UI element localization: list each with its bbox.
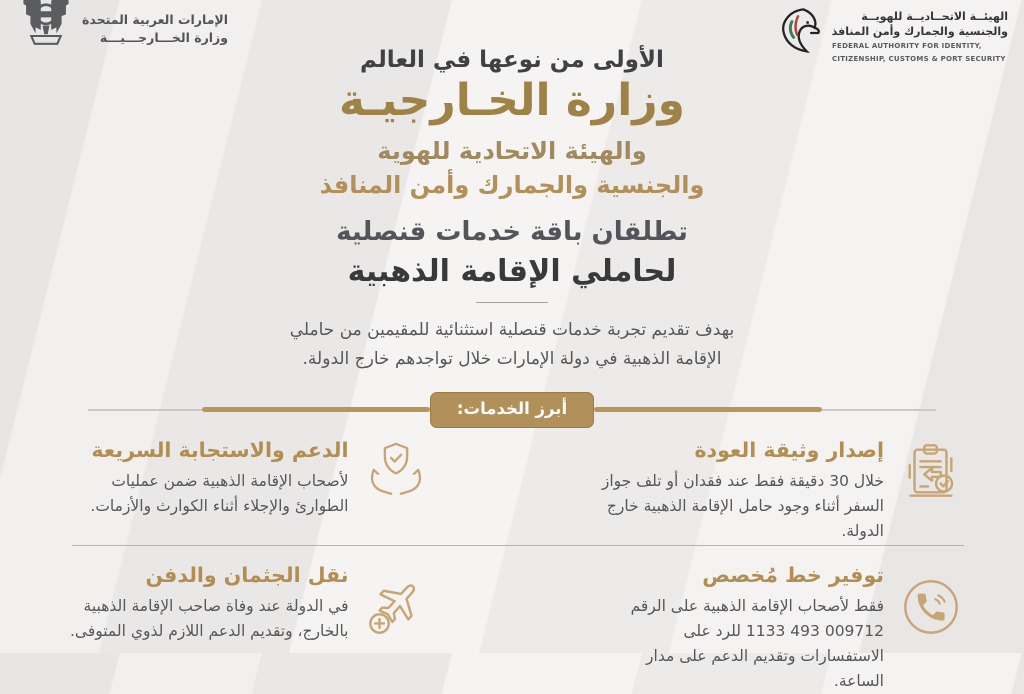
plane-medical-icon	[365, 576, 427, 638]
icp-english-line2: CITIZENSHIP, CUSTOMS & PORT SECURITY	[832, 54, 1006, 63]
hero-launch-line: تطلقان باقة خدمات قنصلية	[336, 217, 688, 247]
service-return-document-text	[598, 437, 885, 544]
services-row-2	[62, 562, 962, 694]
service-remains-transfer-text	[62, 562, 349, 644]
service-remains-transfer-iconbox	[365, 576, 427, 642]
service-dedicated-line	[598, 562, 963, 694]
page-title: وزارة الخـارجيـة	[339, 75, 685, 126]
band-thin-line-left	[88, 409, 202, 411]
service-body: لأصحاب الإقامة الذهبية ضمن عمليات الطوارئ والإجلاء أثناء الكوارث والأزمات.	[90, 472, 349, 515]
service-rapid-support-text	[62, 437, 349, 519]
service-body: في الدولة عند وفاة صاحب الإقامة الذهبية بالخارج، وتقديم الدعم اللازم لذوي المتوفى.	[69, 597, 349, 640]
services-header-badge: أبرز الخدمات:	[430, 392, 594, 428]
services-row-1	[62, 437, 962, 544]
service-title: إصدار وثيقة العودة	[694, 438, 884, 462]
mofa-ministry-name: وزارة الخـــارجـــيـــة	[99, 30, 229, 45]
mofa-country-name: الإمارات العربية المتحدة	[82, 12, 229, 27]
hero-section	[0, 46, 1024, 373]
service-title: نقل الجثمان والدفن	[145, 563, 349, 587]
hero-tagline: الأولى من نوعها في العالم	[360, 47, 664, 73]
icp-english-line1: FEDERAL AUTHORITY FOR IDENTITY,	[832, 42, 982, 50]
mofa-logo-text	[82, 11, 228, 47]
phone-icon	[900, 576, 962, 638]
band-gold-line-left	[202, 407, 430, 412]
hero-description: بهدف تقديم تجربة خدمات قنصلية استثنائية للمقيمين من حاملي الإقامة الذهبية في دولة الإمارات خلال تواجدهم خارج الدولة.	[289, 320, 735, 369]
clipboard-check-icon	[900, 439, 962, 501]
hero-underline-rule	[476, 302, 548, 303]
hero-audience-line: لحاملي الإقامة الذهبية	[347, 254, 677, 289]
service-dedicated-line-iconbox	[900, 576, 962, 642]
hands-shield-icon	[365, 439, 427, 501]
service-body: فقط لأصحاب الإقامة الذهبية على الرقم 009712 493 1133 للرد على الاستفسارات وتقديم الدعم على مدار الساعة.	[630, 597, 884, 690]
icp-arabic-line1: الهيئــة الاتحــاديــة للهويــة	[861, 10, 1008, 23]
service-return-document	[598, 437, 963, 544]
hero-subtitle-1: والهيئة الاتحادية للهوية	[377, 137, 647, 165]
band-gold-line-right	[594, 407, 822, 412]
service-rapid-support-iconbox	[365, 439, 427, 505]
service-rapid-support	[62, 437, 427, 544]
hero-subtitle-2: والجنسية والجمارك وأمن المنافذ	[319, 171, 705, 199]
service-return-document-iconbox	[900, 439, 962, 505]
band-thin-line-right	[822, 409, 936, 411]
service-body: خلال 30 دقيقة فقط عند فقدان أو تلف جواز السفر أثناء وجود حامل الإقامة الذهبية خارج الدولة.	[601, 472, 884, 540]
services-header-band	[0, 392, 1024, 428]
uae-falcon-emblem-icon	[20, 0, 72, 52]
service-remains-transfer	[62, 562, 427, 694]
horizontal-divider	[72, 545, 964, 546]
mofa-logo	[20, 0, 228, 52]
icp-arabic-line2: والجنسية والجمارك وأمن المنافذ	[831, 25, 1008, 38]
service-title: الدعم والاستجابة السريعة	[91, 438, 349, 462]
service-title: توفير خط مُخصص	[702, 563, 884, 587]
service-dedicated-line-text	[598, 562, 885, 694]
